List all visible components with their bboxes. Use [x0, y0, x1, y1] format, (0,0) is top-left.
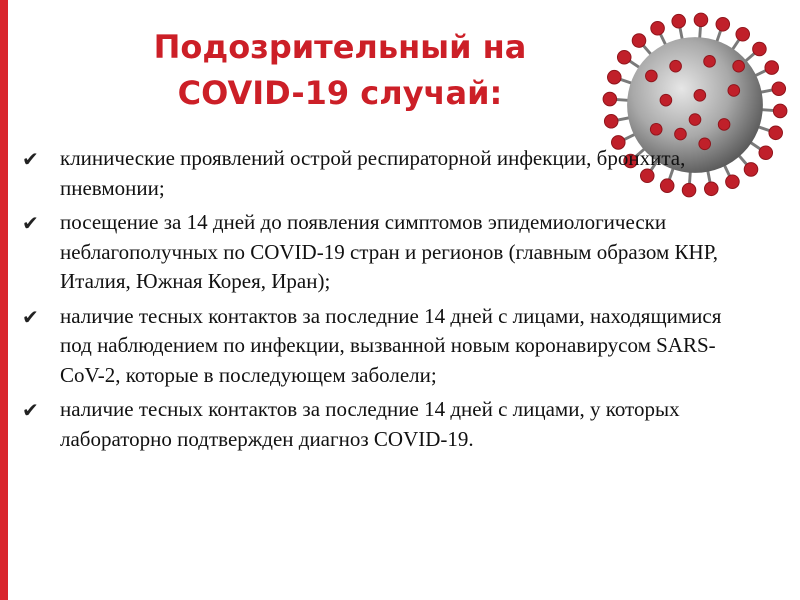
list-item	[22, 208, 742, 297]
checkmark-icon: ✔	[22, 398, 39, 422]
list-item	[22, 302, 742, 391]
checkmark-icon: ✔	[22, 304, 39, 329]
list-item-text: наличие тесных контактов за последние 14 дней с лицами, у которых лабораторно подтвержден диагноз COVID-19.	[60, 397, 680, 451]
list-item	[22, 395, 742, 454]
list-item-text: наличие тесных контактов за последние 14 дней с лицами, находящимися под наблюдением по инфекции, вызванной новым коронавирусом SARS-CoV-2, которые в последующем заболели;	[60, 303, 722, 387]
list-item	[22, 144, 742, 203]
list-item-text: посещение за 14 дней до появления симптомов эпидемиологически неблагополучных по COVID-19 стран и регионов (главным образом КНР, Италия, Южная Корея, Иран);	[60, 210, 719, 293]
checkmark-icon: ✔	[22, 211, 39, 235]
title-line-2: COVID-19 случай:	[177, 74, 503, 112]
red-accent-bar	[0, 0, 8, 600]
list-item-text: клинические проявлений острой респираторной инфекции, бронхита, пневмонии;	[60, 146, 686, 200]
title-line-1: Подозрительный на	[153, 28, 527, 66]
criteria-list	[22, 144, 742, 459]
slide-title	[70, 24, 610, 116]
checkmark-icon: ✔	[22, 147, 39, 171]
